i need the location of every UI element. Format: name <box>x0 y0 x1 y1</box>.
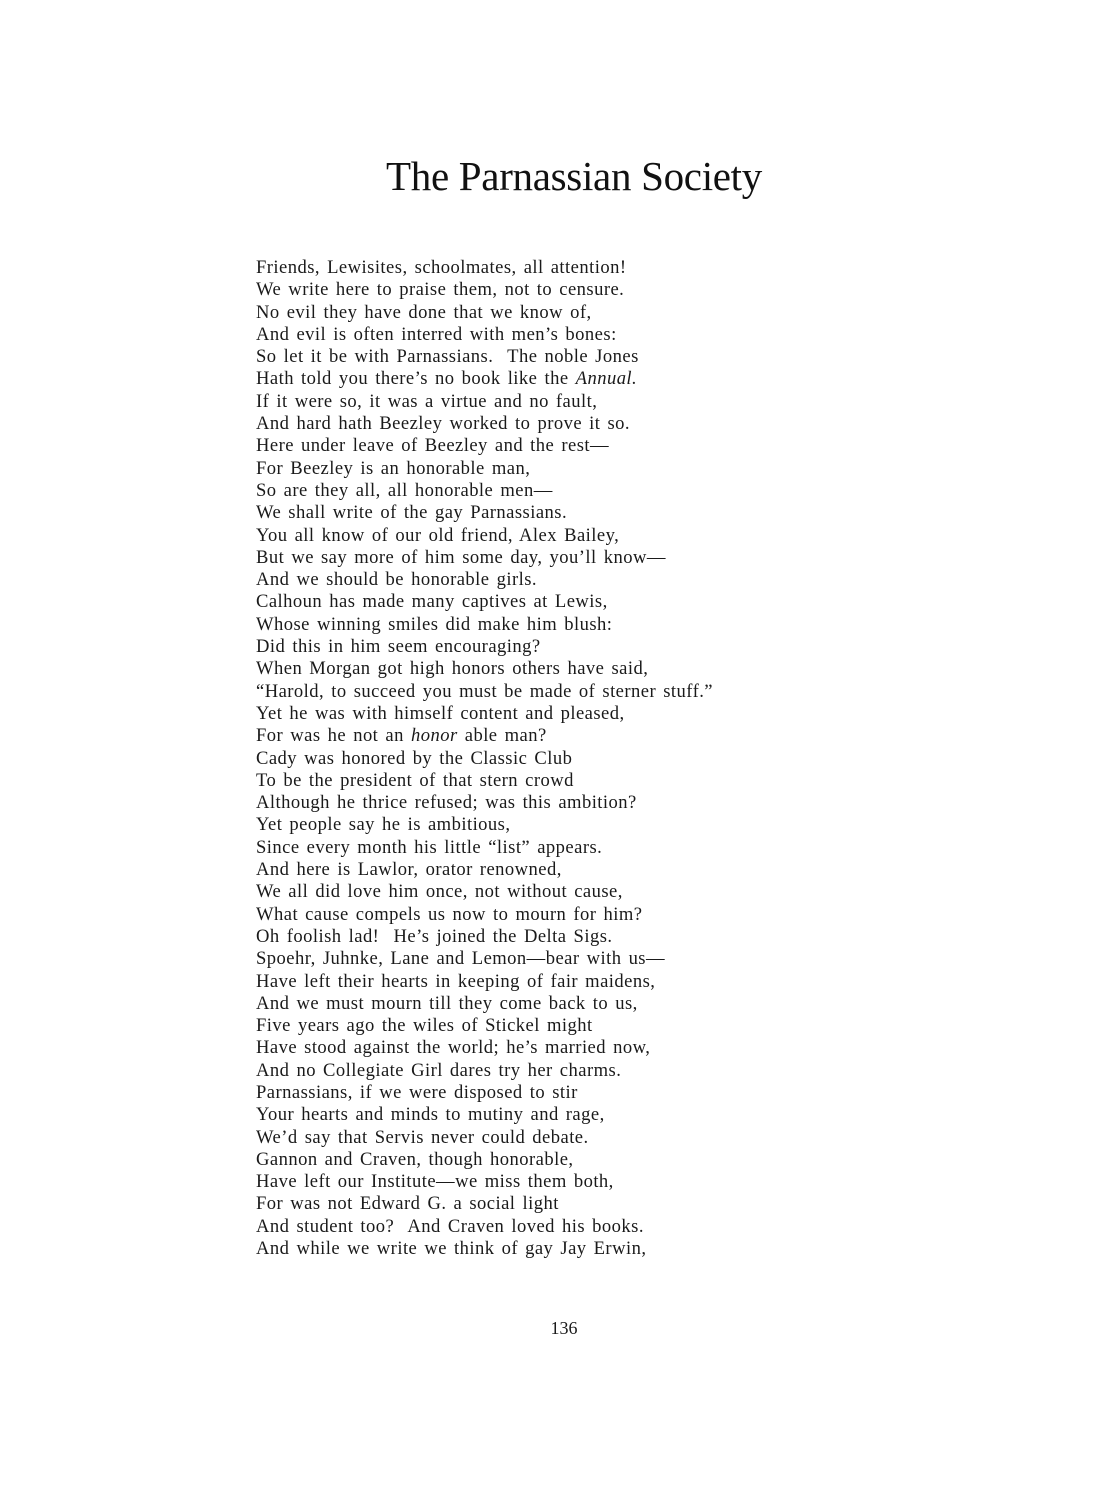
line-text: We all did love him once, not without cause, <box>256 881 623 903</box>
poem-line <box>256 1015 713 1037</box>
poem-line <box>256 1037 713 1059</box>
poem-line <box>256 748 713 770</box>
line-text: You all know of our old friend, Alex Bailey, <box>256 524 620 546</box>
poem-line <box>256 792 713 814</box>
poem-line <box>256 368 713 390</box>
line-text: And hard hath Beezley worked to prove it so. <box>256 413 631 435</box>
poem-line <box>256 926 713 948</box>
line-text: We shall write of the gay Parnassians. <box>256 502 568 524</box>
poem-line <box>256 814 713 836</box>
poem-line <box>256 591 713 613</box>
page-number: 136 <box>550 1318 578 1338</box>
line-text: Oh foolish lad! He’s joined the Delta Sigs. <box>256 925 613 947</box>
line-text: Here under leave of Beezley and the rest— <box>256 435 610 457</box>
poem-line <box>256 257 713 279</box>
poem-line <box>256 837 713 859</box>
line-text: Friends, Lewisites, schoolmates, all attention! <box>256 257 627 278</box>
poem-line <box>256 1060 713 1082</box>
poem-line <box>256 502 713 524</box>
poem-line <box>256 703 713 725</box>
line-text: No evil they have done that we know of, <box>256 301 592 323</box>
line-text: But we say more of him some day, you’ll know— <box>256 546 666 568</box>
line-text: “Harold, to succeed you must be made of sterner stuff.” <box>256 680 714 702</box>
line-text: And evil is often interred with men’s bones: <box>256 323 617 345</box>
line-text: Did this in him seem encouraging? <box>256 636 541 658</box>
line-text: Have left our Institute—we miss them both, <box>256 1171 614 1193</box>
poem-line <box>256 904 713 926</box>
poem-line <box>256 1082 713 1104</box>
line-text: able man? <box>457 725 547 747</box>
line-text: And student too? And Craven loved his books. <box>256 1215 644 1237</box>
line-text: So are they all, all honorable men— <box>256 479 553 501</box>
poem-line <box>256 881 713 903</box>
line-text: Have stood against the world; he’s married now, <box>256 1037 651 1059</box>
poem-line <box>256 681 713 703</box>
poem-line <box>256 1127 713 1149</box>
poem-line <box>256 302 713 324</box>
line-text: What cause compels us now to mourn for him? <box>256 903 643 925</box>
line-text: Hath told you there’s no book like the <box>256 368 576 390</box>
poem-line <box>256 525 713 547</box>
line-text: Yet he was with himself content and pleased, <box>256 702 625 724</box>
italic-text: honor <box>410 725 458 747</box>
poem-line <box>256 547 713 569</box>
line-text: So let it be with Parnassians. The noble Jones <box>256 346 639 368</box>
poem-line <box>256 658 713 680</box>
line-text: Cady was honored by the Classic Club <box>256 747 573 769</box>
italic-text: Annual. <box>575 368 638 390</box>
poem-line <box>256 324 713 346</box>
poem-line <box>256 636 713 658</box>
line-text: To be the president of that stern crowd <box>256 769 574 791</box>
line-text: Parnassians, if we were disposed to stir <box>256 1081 578 1103</box>
poem-line <box>256 725 713 747</box>
line-text: Your hearts and minds to mutiny and rage, <box>256 1104 605 1126</box>
poem-line <box>256 1216 713 1238</box>
poem-line <box>256 1193 713 1215</box>
poem-line <box>256 413 713 435</box>
poem-line <box>256 770 713 792</box>
line-text: Have left their hearts in keeping of fair maidens, <box>256 970 656 992</box>
line-text: For was not Edward G. a social light <box>256 1193 559 1215</box>
poem-line <box>256 346 713 368</box>
poem-body <box>256 257 713 1260</box>
poem-line <box>256 480 713 502</box>
line-text: When Morgan got high honors others have said, <box>256 658 649 680</box>
poem-line <box>256 391 713 413</box>
line-text: For was he not an <box>256 725 411 747</box>
line-text: We’d say that Servis never could debate. <box>256 1126 589 1148</box>
poem-line <box>256 948 713 970</box>
poem-line <box>256 435 713 457</box>
line-text: And here is Lawlor, orator renowned, <box>256 859 562 881</box>
line-text: Five years ago the wiles of Stickel might <box>256 1015 593 1037</box>
line-text: And while we write we think of gay Jay Erwin, <box>256 1238 647 1260</box>
line-text: Calhoun has made many captives at Lewis, <box>256 591 608 613</box>
poem-line <box>256 1149 713 1171</box>
line-text: Yet people say he is ambitious, <box>256 814 511 836</box>
poem-line <box>256 279 713 301</box>
line-text: And no Collegiate Girl dares try her charms. <box>256 1059 622 1081</box>
line-text: Whose winning smiles did make him blush: <box>256 613 613 635</box>
line-text: And we should be honorable girls. <box>256 569 537 591</box>
line-text: We write here to praise them, not to censure. <box>256 279 625 301</box>
line-text: Spoehr, Juhnke, Lane and Lemon—bear with us— <box>256 948 666 970</box>
page-title: The Parnassian Society <box>386 153 762 199</box>
line-text: Since every month his little “list” appears. <box>256 836 603 858</box>
line-text: If it were so, it was a virtue and no fault, <box>256 390 598 412</box>
poem-line <box>256 1238 713 1260</box>
poem-line <box>256 614 713 636</box>
poem-line <box>256 458 713 480</box>
line-text: For Beezley is an honorable man, <box>256 457 531 479</box>
line-text: Although he thrice refused; was this ambition? <box>256 792 637 814</box>
poem-line <box>256 971 713 993</box>
line-text: And we must mourn till they come back to us, <box>256 992 638 1014</box>
poem-line <box>256 569 713 591</box>
poem-line <box>256 1171 713 1193</box>
poem-line <box>256 993 713 1015</box>
poem-line <box>256 1104 713 1126</box>
poem-line <box>256 859 713 881</box>
line-text: Gannon and Craven, though honorable, <box>256 1148 574 1170</box>
